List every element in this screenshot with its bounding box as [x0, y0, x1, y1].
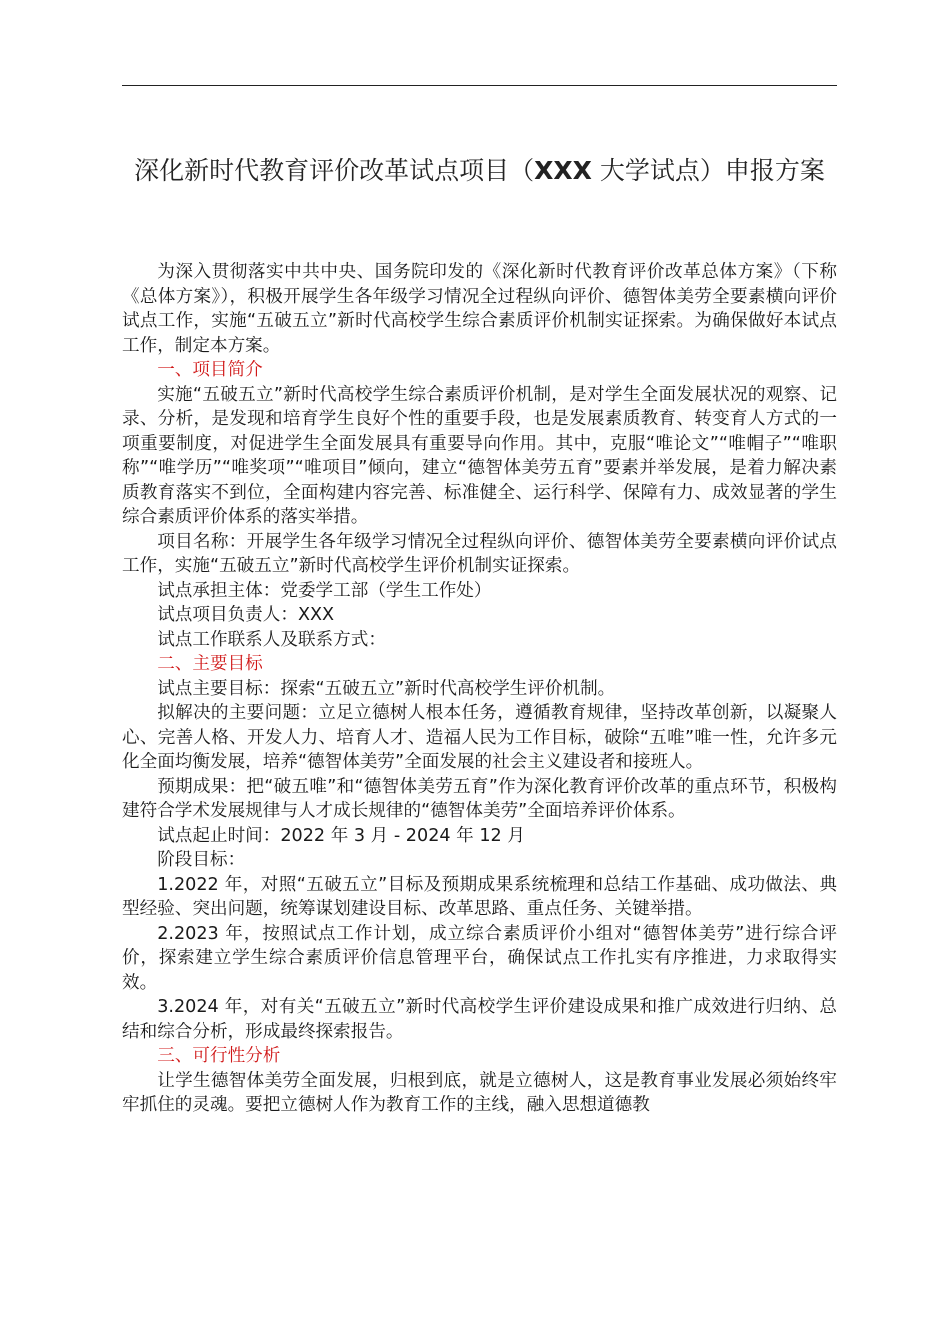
section-heading: 三、可行性分析 — [157, 1046, 281, 1066]
body-paragraph: 试点起止时间：2022 年 3 月 - 2024 年 12 月 — [157, 825, 525, 846]
title-part-2: 大学试点）申报方案 — [591, 156, 825, 185]
section-heading: 二、主要目标 — [157, 654, 263, 674]
body-paragraph: 2.2023 年，按照试点工作计划，成立综合素质评价小组对“德智体美劳”进行综合评价，探索建立学生综合素质评价信息管理平台，确保试点工作扎实有序推进，力求取得实效。 — [122, 923, 837, 993]
body-paragraph: 1.2022 年，对照“五破五立”目标及预期成果系统梳理和总结工作基础、成功做法、典型经验、突出问题，统筹谋划建设目标、改革思路、重点任务、关键举措。 — [122, 874, 837, 919]
title-part-1: 深化新时代教育评价改革试点项目（ — [134, 156, 535, 185]
body-paragraph: 试点项目负责人：XXX — [157, 605, 335, 625]
body-paragraph: 试点工作联系人及联系方式： — [157, 629, 386, 650]
body-paragraph: 3.2024 年，对有关“五破五立”新时代高校学生评价建设成果和推广成效进行归纳、总结和综合分析，形成最终探索报告。 — [122, 997, 837, 1042]
body-paragraph: 为深入贯彻落实中共中央、国务院印发的《深化新时代教育评价改革总体方案》（下称《总体方案》），积极开展学生各年级学习情况全过程纵向评价、德智体美劳全要素横向评价试点工作，实施“五破五立”新时代高校学生综合素质评价机制实证探索。为确保做好本试点工作，制定本方案。 — [122, 262, 837, 356]
body-paragraph: 项目名称：开展学生各年级学习情况全过程纵向评价、德智体美劳全要素横向评价试点工作，实施“五破五立”新时代高校学生评价机制实证探索。 — [122, 531, 837, 576]
header-rule — [122, 85, 837, 86]
body-paragraph: 预期成果：把“破五唯”和“德智体美劳五育”作为深化教育评价改革的重点环节，积极构建符合学术发展规律与人才成长规律的“德智体美劳”全面培养评价体系。 — [122, 776, 837, 821]
body-paragraph: 拟解决的主要问题：立足立德树人根本任务，遵循教育规律，坚持改革创新，以凝聚人心、完善人格、开发人力、培育人才、造福人民为工作目标，破除“五唯”唯一性，允许多元化全面均衡发展，培养“德智体美劳”全面发展的社会主义建设者和接班人。 — [122, 703, 837, 772]
body-paragraph: 试点主要目标：探索“五破五立”新时代高校学生评价机制。 — [157, 678, 616, 699]
section-heading: 一、项目简介 — [157, 360, 263, 380]
body-paragraph: 实施“五破五立”新时代高校学生综合素质评价机制，是对学生全面发展状况的观察、记录、分析，是发现和培育学生良好个性的重要手段，也是发展素质教育、转变育人方式的一项重要制度，对促进学生全面发展具有重要导向作用。其中，克服“唯论文”“唯帽子”“唯职称”“唯学历”“唯奖项”“唯项目”倾向，建立“德智体美劳五育”要素并举发展，是着力解决素质教育落实不到位，全面构建内容完善、标准健全、运行科学、保障有力、成效显著的学生综合素质评价体系的落实举措。 — [122, 384, 837, 527]
title-part-bold: XXX — [534, 156, 592, 185]
document-title — [122, 146, 837, 196]
body-paragraph: 让学生德智体美劳全面发展，归根到底，就是立德树人，这是教育事业发展必须始终牢牢抓住的灵魂。要把立德树人作为教育工作的主线，融入思想道德教 — [122, 1070, 837, 1115]
document-body — [122, 260, 837, 1118]
body-paragraph: 阶段目标： — [157, 850, 246, 870]
body-paragraph: 试点承担主体：党委学工部（学生工作处） — [157, 580, 492, 601]
